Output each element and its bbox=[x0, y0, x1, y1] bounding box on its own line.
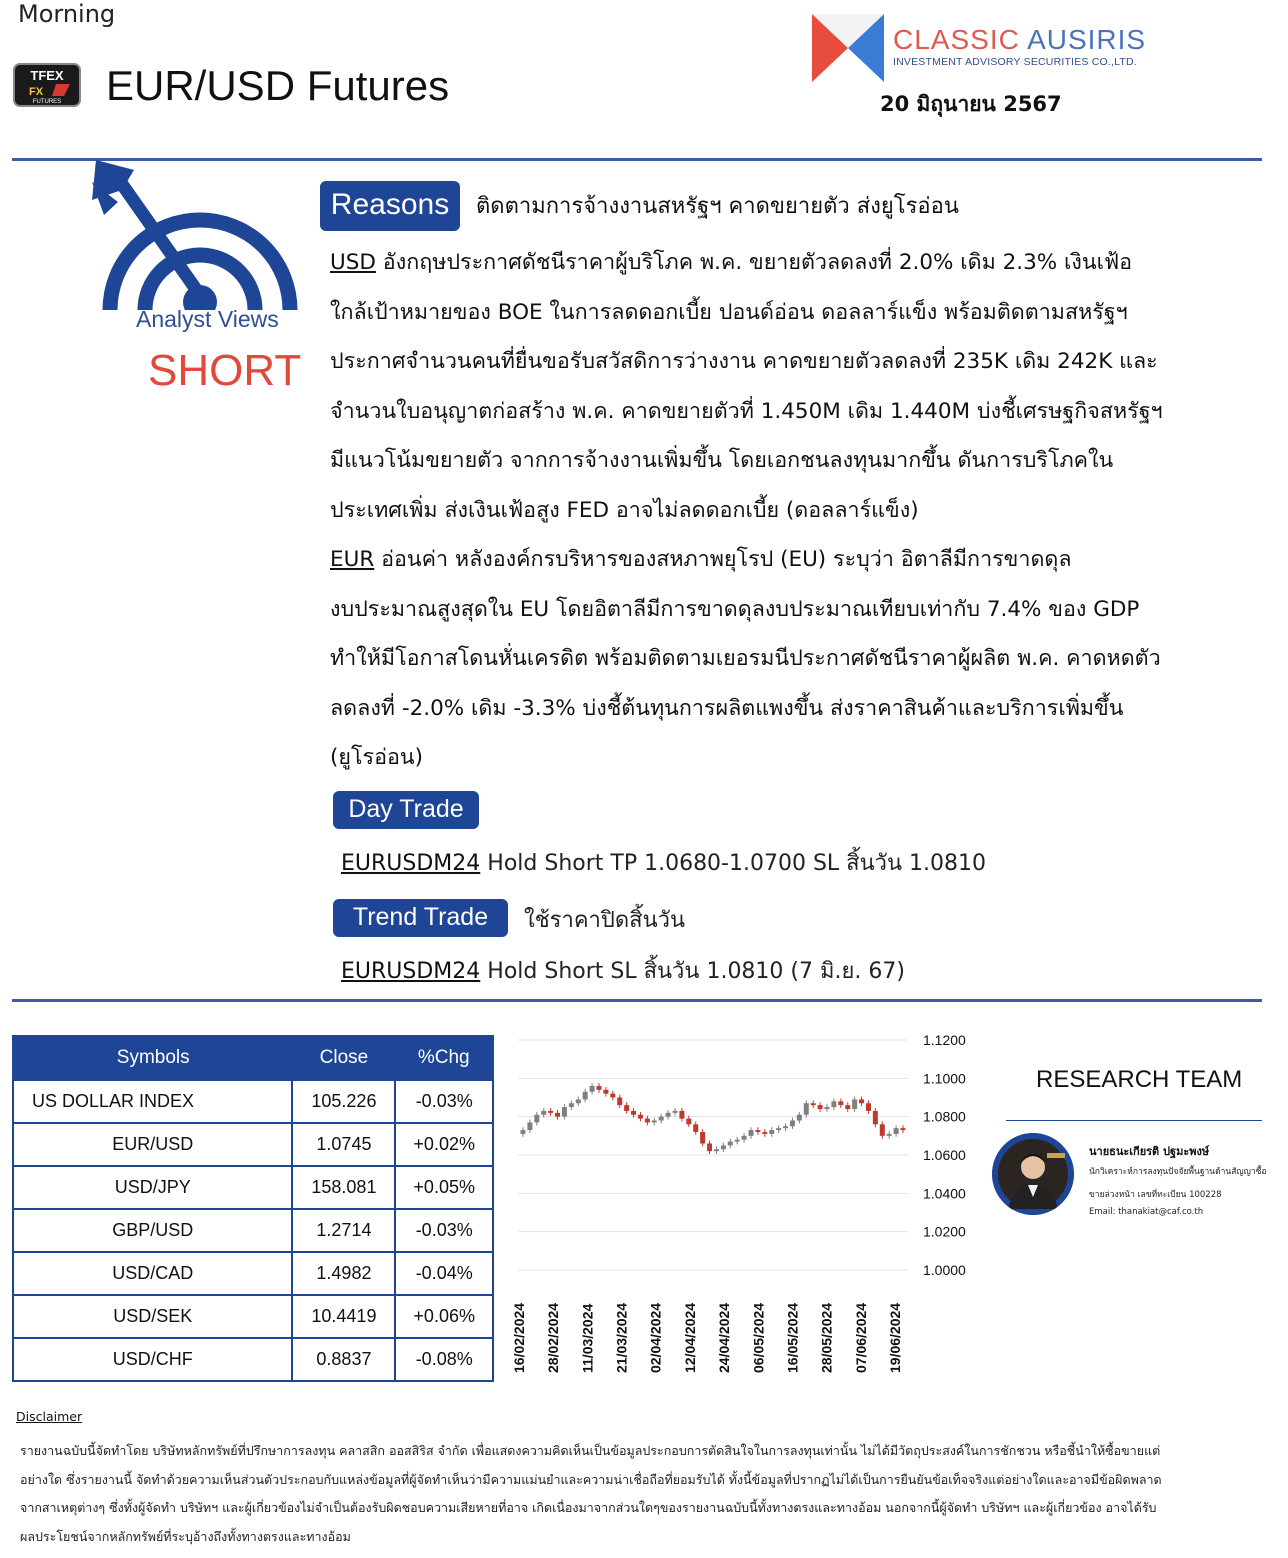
analyst-license: ขายล่วงหน้า เลขที่ทะเบียน 100228 bbox=[1089, 1190, 1222, 1200]
analyst-avatar bbox=[992, 1133, 1074, 1215]
candle-body bbox=[631, 1111, 636, 1115]
symbol-cell: USD/CAD bbox=[13, 1252, 292, 1295]
quote-table bbox=[12, 1035, 494, 1382]
close-cell: 105.226 bbox=[292, 1080, 395, 1123]
x-tick-label: 12/04/2024 bbox=[681, 1302, 698, 1373]
target-arrow-icon bbox=[92, 160, 304, 310]
change-cell: -0.03% bbox=[395, 1209, 493, 1252]
candle-body bbox=[783, 1126, 788, 1128]
analyst-stance: SHORT bbox=[148, 346, 302, 395]
table-header-row bbox=[13, 1036, 493, 1080]
close-cell: 158.081 bbox=[292, 1166, 395, 1209]
eurusd-price-chart bbox=[508, 1028, 978, 1378]
candle-body bbox=[811, 1103, 816, 1105]
candle-body bbox=[603, 1090, 608, 1094]
trend-trade-note: ใช้ราคาปิดสิ้นวัน bbox=[524, 908, 686, 933]
candle-body bbox=[880, 1124, 885, 1136]
section-divider bbox=[12, 999, 1262, 1002]
candle-body bbox=[534, 1115, 539, 1123]
candle-body bbox=[610, 1094, 615, 1098]
disclaimer-title: Disclaimer bbox=[16, 1409, 83, 1424]
change-cell: +0.06% bbox=[395, 1295, 493, 1338]
x-tick-label: 06/05/2024 bbox=[750, 1302, 767, 1373]
reasons-body bbox=[330, 238, 1260, 783]
column-header-symbols: Symbols bbox=[13, 1036, 292, 1080]
symbol-cell: GBP/USD bbox=[13, 1209, 292, 1252]
disclaimer-line: รายงานฉบับนี้จัดทำโดย บริษัทหลักทรัพย์ที่ปรึกษาการลงทุน คลาสสิก ออสสิริส จำกัด เพื่อแสดงความคิดเห็นเป็นข้อมูลประกอบการตัดสินใจในการลงทุนเท่านั้น ไม่ได้มีวัตถุประสงค์ในการชักชวน หรือชี้นำให้ซื้อขายแต่ bbox=[20, 1443, 1161, 1458]
symbol-cell: USD/CHF bbox=[13, 1338, 292, 1381]
candle-body bbox=[762, 1132, 767, 1134]
candle-body bbox=[700, 1132, 705, 1144]
x-tick-label: 28/02/2024 bbox=[545, 1302, 562, 1373]
candle-body bbox=[673, 1111, 678, 1113]
candle-body bbox=[818, 1105, 823, 1109]
reasons-headline: ติดตามการจ้างงานสหรัฐฯ คาดขยายตัว ส่งยูโรอ่อน bbox=[476, 194, 959, 219]
disclaimer-line: อย่างใด ซึ่งรายงานนี้ จัดทำด้วยความเห็นส่วนตัวประกอบกับแหล่งข้อมูลที่ผู้จัดทำเห็นว่ามีความแม่นยำและความน่าเชื่อถือที่ยอมรับได้ ทั้งนี้ข้อมูลที่ปรากฏไม่ได้เป็นการยืนยันข้อเท็จจริงแต่อย่างใดและอาจมีข้อผิดพลาด bbox=[20, 1471, 1162, 1487]
close-cell: 0.8837 bbox=[292, 1338, 395, 1381]
day-trade-badge: Day Trade bbox=[333, 791, 479, 829]
candle-body bbox=[562, 1107, 567, 1117]
candle-body bbox=[617, 1098, 622, 1106]
candle-body bbox=[852, 1099, 857, 1109]
candle-body bbox=[749, 1130, 754, 1136]
eur-paragraph-line: ทำให้มีโอกาสโดนหั่นเครดิต พร้อมติดตามเยอรมนีประกาศดัชนีราคาผู้ผลิต พ.ค. คาดหดตัว bbox=[330, 646, 1161, 671]
candle-body bbox=[645, 1119, 650, 1123]
candle-body bbox=[576, 1099, 581, 1103]
usd-text: อังกฤษประกาศดัชนีราคาผู้บริโภค พ.ค. ขยายตัวลดลงที่ 2.0% เดิม 2.3% เงินเฟ้อ bbox=[375, 250, 1133, 275]
candle-body bbox=[666, 1113, 671, 1117]
x-tick-label: 07/06/2024 bbox=[852, 1302, 869, 1373]
candle-body bbox=[590, 1086, 595, 1092]
classic-ausiris-logo-icon bbox=[812, 12, 884, 84]
brand-name-second: AUSIRIS bbox=[1027, 24, 1147, 55]
analyst-views-label: Analyst Views bbox=[136, 306, 279, 332]
column-header-close: Close bbox=[292, 1036, 395, 1080]
x-tick-label: 16/05/2024 bbox=[784, 1302, 801, 1373]
symbol-cell: EUR/USD bbox=[13, 1123, 292, 1166]
x-tick-label: 11/03/2024 bbox=[579, 1303, 596, 1373]
symbol-cell: US DOLLAR INDEX bbox=[13, 1080, 292, 1123]
candle-body bbox=[659, 1117, 664, 1121]
eur-paragraph-line: งบประมาณสูงสุดใน EU โดยอิตาลีมีการขาดดุลงบประมาณเทียบเท่ากับ 7.4% ของ GDP bbox=[330, 596, 1140, 622]
report-date: 20 มิถุนายน 2567 bbox=[880, 92, 1062, 116]
report-kicker: Morning bbox=[18, 0, 116, 28]
usd-paragraph-line bbox=[330, 238, 1260, 288]
y-tick-label: 1.0000 bbox=[923, 1262, 966, 1278]
table-row bbox=[13, 1166, 493, 1209]
candle-body bbox=[527, 1122, 532, 1130]
candle-body bbox=[901, 1128, 906, 1130]
disclaimer-body bbox=[20, 1437, 1265, 1551]
usd-paragraph-line: มีแนวโน้มขยายตัว จากการจ้างงานเพิ่มขึ้น โดยเอกชนลงทุนมากขึ้น ดันการบริโภคใน bbox=[330, 448, 1114, 473]
page-title: EUR/USD Futures bbox=[106, 62, 450, 109]
candle-body bbox=[624, 1105, 629, 1111]
trend-trade-symbol: EURUSDM24 bbox=[341, 959, 481, 984]
y-tick-label: 1.0800 bbox=[923, 1108, 966, 1125]
futures-logo-text: FUTURES bbox=[32, 99, 62, 105]
candle-body bbox=[555, 1113, 560, 1117]
candle-body bbox=[597, 1086, 602, 1090]
trend-trade-text: Hold Short SL สิ้นวัน 1.0810 (7 มิ.ย. 67) bbox=[480, 959, 905, 984]
table-row bbox=[13, 1252, 493, 1295]
candle-body bbox=[728, 1142, 733, 1146]
day-trade-text: Hold Short TP 1.0680-1.0700 SL สิ้นวัน 1.0810 bbox=[480, 851, 987, 876]
change-cell: +0.05% bbox=[395, 1166, 493, 1209]
analyst-name: นายธนะเกียรติ ปฐมะพงษ์ bbox=[1089, 1145, 1210, 1158]
close-cell: 10.4419 bbox=[292, 1295, 395, 1338]
candle-body bbox=[742, 1136, 747, 1140]
fx-logo-text: FX bbox=[28, 86, 44, 98]
candle-body bbox=[652, 1121, 657, 1123]
analyst-email: Email: thanakiat@caf.co.th bbox=[1089, 1207, 1204, 1217]
x-tick-label: 21/03/2024 bbox=[613, 1302, 630, 1373]
candle-body bbox=[541, 1111, 546, 1115]
table-row bbox=[13, 1123, 493, 1166]
candle-body bbox=[583, 1092, 588, 1100]
day-trade-symbol: EURUSDM24 bbox=[341, 851, 481, 876]
usd-paragraph-line: ใกล้เป้าหมายของ BOE ในการลดดอกเบี้ย ปอนด์อ่อน ดอลลาร์แข็ง พร้อมติดตามสหรัฐฯ bbox=[330, 299, 1128, 325]
x-tick-label: 02/04/2024 bbox=[647, 1302, 664, 1373]
candle-body bbox=[721, 1145, 726, 1149]
x-tick-label: 24/04/2024 bbox=[716, 1302, 733, 1373]
x-tick-label: 28/05/2024 bbox=[818, 1302, 835, 1373]
day-trade-call bbox=[341, 845, 986, 880]
close-cell: 1.0745 bbox=[292, 1123, 395, 1166]
candle-body bbox=[804, 1103, 809, 1115]
eur-paragraph-line: ลดลงที่ -2.0% เดิม -3.3% บ่งชี้ต้นทุนการผลิตแพงขึ้น ส่งราคาสินค้าและบริการเพิ่มขึ้น bbox=[330, 695, 1124, 721]
x-tick-label: 19/06/2024 bbox=[887, 1302, 903, 1373]
research-team-title: RESEARCH TEAM bbox=[1036, 1066, 1243, 1093]
candle-body bbox=[735, 1140, 740, 1142]
y-tick-label: 1.1200 bbox=[923, 1032, 966, 1048]
candle-body bbox=[831, 1101, 836, 1107]
candle-body bbox=[838, 1101, 843, 1105]
candle-body bbox=[873, 1111, 878, 1124]
candle-body bbox=[755, 1130, 760, 1132]
eur-paragraph-line: (ยูโรอ่อน) bbox=[330, 745, 423, 770]
candle-body bbox=[887, 1134, 892, 1136]
brand-subtitle: INVESTMENT ADVISORY SECURITIES CO.,LTD. bbox=[893, 56, 1137, 68]
tfex-logo-text: TFEX bbox=[30, 68, 64, 83]
candle-body bbox=[769, 1130, 774, 1134]
usd-tag: USD bbox=[330, 250, 376, 275]
symbol-cell: USD/JPY bbox=[13, 1166, 292, 1209]
eur-text: อ่อนค่า หลังองค์กรบริหารของสหภาพยุโรป (EU) ระบุว่า อิตาลีมีการขาดดุล bbox=[374, 547, 1072, 572]
trend-trade-call bbox=[341, 953, 905, 988]
disclaimer-line: จากสาเหตุต่างๆ ซึ่งทั้งผู้จัดทำ บริษัทฯ และผู้เกี่ยวข้องไม่จำเป็นต้องรับผิดชอบความเสียหายที่อาจ เกิดเนื่องมาจากส่วนใดๆของรายงานฉบับนี้ทั้งทางตรงและทางอ้อม นอกจากนี้ผู้จัดทำ บริษัทฯ และผู้เกี่ยวข้อง อาจได้รับ bbox=[20, 1500, 1157, 1515]
candle-body bbox=[859, 1099, 864, 1103]
disclaimer-line: ผลประโยชน์จากหลักทรัพย์ที่ระบุอ้างถึงทั้งทางตรงและทางอ้อม bbox=[20, 1528, 351, 1544]
brand-name bbox=[893, 24, 1146, 56]
change-cell: +0.02% bbox=[395, 1123, 493, 1166]
candle-body bbox=[714, 1149, 719, 1151]
candle-body bbox=[548, 1111, 553, 1113]
candle-body bbox=[521, 1130, 526, 1134]
y-tick-label: 1.1000 bbox=[923, 1070, 966, 1087]
y-tick-label: 1.0600 bbox=[923, 1147, 966, 1163]
candle-body bbox=[569, 1103, 574, 1107]
research-team-divider bbox=[1006, 1120, 1262, 1121]
usd-paragraph-line: ประเทศเพิ่ม ส่งเงินเฟ้อสูง FED อาจไม่ลดดอกเบี้ย (ดอลลาร์แข็ง) bbox=[330, 497, 919, 523]
eur-tag: EUR bbox=[330, 547, 375, 572]
close-cell: 1.2714 bbox=[292, 1209, 395, 1252]
symbol-cell: USD/SEK bbox=[13, 1295, 292, 1338]
change-cell: -0.03% bbox=[395, 1080, 493, 1123]
table-row bbox=[13, 1080, 493, 1123]
trend-trade-badge: Trend Trade bbox=[333, 899, 508, 937]
candle-body bbox=[894, 1128, 899, 1134]
column-header-change: %Chg bbox=[395, 1036, 493, 1080]
candle-body bbox=[825, 1107, 830, 1109]
y-tick-label: 1.0200 bbox=[923, 1223, 966, 1240]
table-row bbox=[13, 1209, 493, 1252]
change-cell: -0.08% bbox=[395, 1338, 493, 1381]
candle-body bbox=[790, 1121, 795, 1127]
candle-body bbox=[707, 1144, 712, 1152]
eur-paragraph-line bbox=[330, 535, 1260, 585]
tfex-fx-futures-logo bbox=[12, 62, 82, 108]
reasons-badge: Reasons bbox=[320, 181, 460, 231]
x-tick-label: 16/02/2024 bbox=[511, 1302, 527, 1373]
candle-body bbox=[866, 1103, 871, 1111]
analyst-role: นักวิเคราะห์การลงทุนปัจจัยพื้นฐานด้านสัญญาซื้อ bbox=[1089, 1167, 1267, 1177]
usd-paragraph-line: ประกาศจำนวนคนที่ยื่นขอรับสวัสดิการว่างงาน คาดขยายตัวลดลงที่ 235K เดิม 242K และ bbox=[330, 349, 1158, 374]
brand-name-first: CLASSIC bbox=[893, 24, 1020, 55]
candle-body bbox=[776, 1128, 781, 1130]
y-tick-label: 1.0400 bbox=[923, 1185, 966, 1202]
candle-body bbox=[693, 1124, 698, 1132]
candle-body bbox=[686, 1119, 691, 1125]
table-row bbox=[13, 1338, 493, 1381]
change-cell: -0.04% bbox=[395, 1252, 493, 1295]
candle-body bbox=[638, 1115, 643, 1119]
candle-body bbox=[845, 1105, 850, 1109]
table-row bbox=[13, 1295, 493, 1338]
usd-paragraph-line: จำนวนใบอนุญาตก่อสร้าง พ.ค. คาดขยายตัวที่ 1.450M เดิม 1.440M บ่งชี้เศรษฐกิจสหรัฐฯ bbox=[330, 398, 1163, 424]
candle-body bbox=[679, 1111, 684, 1119]
close-cell: 1.4982 bbox=[292, 1252, 395, 1295]
candle-body bbox=[797, 1115, 802, 1121]
